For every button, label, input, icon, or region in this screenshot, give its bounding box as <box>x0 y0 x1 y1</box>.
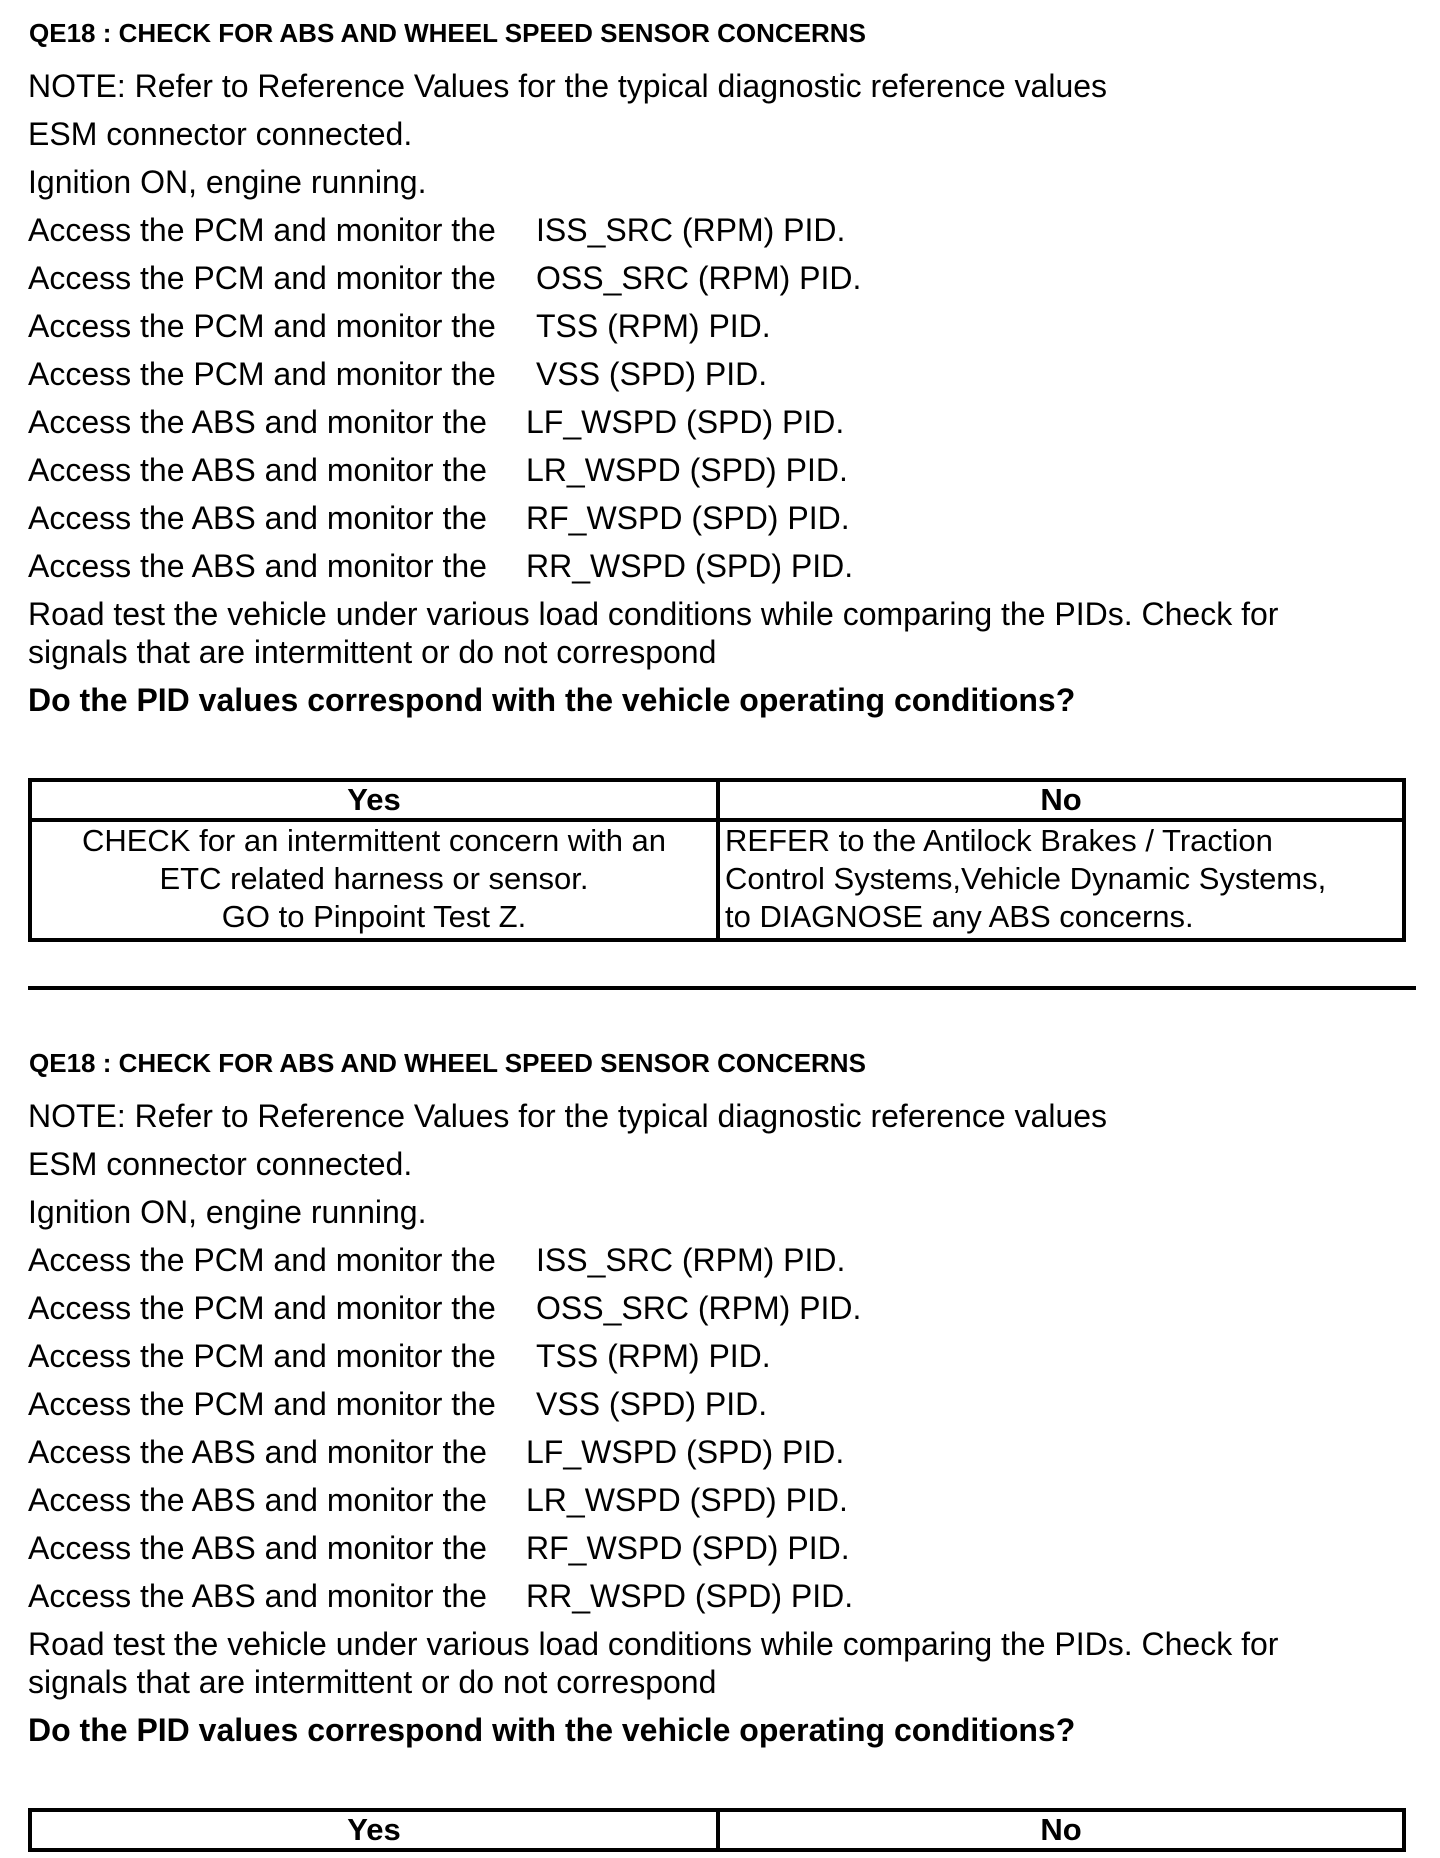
step-prefix: Access the PCM and monitor the <box>28 356 496 392</box>
decision-question: Do the PID values correspond with the vehicle operating conditions? <box>28 1712 1076 1748</box>
yes-action-line: ETC related harness or sensor. <box>159 861 589 896</box>
step-prefix: Access the PCM and monitor the <box>28 1338 496 1374</box>
no-action-line: REFER to the Antilock Brakes / Traction <box>725 823 1273 858</box>
pid-name: VSS (SPD) PID. <box>536 356 768 392</box>
no-action-line: to DIAGNOSE any ABS concerns. <box>725 899 1194 934</box>
pid-name: TSS (RPM) PID. <box>536 1338 771 1374</box>
pid-name: VSS (SPD) PID. <box>536 1386 768 1422</box>
step-abs-rf <box>28 1529 850 1567</box>
step-prefix: Access the PCM and monitor the <box>28 260 496 296</box>
pid-name: RR_WSPD (SPD) PID. <box>526 1578 854 1614</box>
step-abs-lr <box>28 451 848 489</box>
road-test-instructions: Road test the vehicle under various load conditions while comparing the PIDs. Check for signals that are intermittent or do not correspond <box>28 1626 1279 1700</box>
pid-name: OSS_SRC (RPM) PID. <box>536 1290 862 1326</box>
no-action-cell <box>718 820 1404 940</box>
pid-name: ISS_SRC (RPM) PID. <box>536 1242 846 1278</box>
decision-table <box>28 778 1406 942</box>
step-abs-rr <box>28 1577 854 1615</box>
no-header: No <box>718 780 1404 820</box>
pid-name: RR_WSPD (SPD) PID. <box>526 548 854 584</box>
step-pcm-tss <box>28 307 771 345</box>
note-text: NOTE: Refer to Reference Values for the typical diagnostic reference values <box>28 68 1108 104</box>
pid-name: TSS (RPM) PID. <box>536 308 771 344</box>
step-pcm-iss <box>28 211 846 249</box>
yes-action-line: CHECK for an intermittent concern with an <box>81 823 667 858</box>
no-action-line: Control Systems,Vehicle Dynamic Systems, <box>725 861 1327 896</box>
step-esm-connector: ESM connector connected. <box>28 1146 413 1182</box>
step-prefix: Access the PCM and monitor the <box>28 212 496 248</box>
pid-name: LR_WSPD (SPD) PID. <box>526 452 848 488</box>
step-prefix: Access the PCM and monitor the <box>28 1290 496 1326</box>
pid-name: LF_WSPD (SPD) PID. <box>526 404 845 440</box>
step-prefix: Access the ABS and monitor the <box>28 1530 487 1566</box>
pid-name: RF_WSPD (SPD) PID. <box>526 500 850 536</box>
step-ignition: Ignition ON, engine running. <box>28 1194 427 1230</box>
section-divider <box>28 986 1416 990</box>
pinpoint-test-link[interactable]: GO to Pinpoint Test Z. <box>221 899 527 934</box>
step-pcm-vss <box>28 355 768 393</box>
step-pcm-oss <box>28 259 862 297</box>
step-prefix: Access the ABS and monitor the <box>28 404 487 440</box>
step-abs-lr <box>28 1481 848 1519</box>
step-prefix: Access the PCM and monitor the <box>28 1242 496 1278</box>
step-pcm-tss <box>28 1337 771 1375</box>
note-text: NOTE: Refer to Reference Values for the typical diagnostic reference values <box>28 1098 1108 1134</box>
step-prefix: Access the PCM and monitor the <box>28 308 496 344</box>
step-prefix: Access the ABS and monitor the <box>28 548 487 584</box>
decision-question: Do the PID values correspond with the vehicle operating conditions? <box>28 682 1076 718</box>
step-prefix: Access the PCM and monitor the <box>28 1386 496 1422</box>
step-prefix: Access the ABS and monitor the <box>28 1434 487 1470</box>
step-prefix: Access the ABS and monitor the <box>28 1578 487 1614</box>
step-abs-lf <box>28 403 845 441</box>
no-header: No <box>718 1810 1404 1850</box>
pid-name: RF_WSPD (SPD) PID. <box>526 1530 850 1566</box>
step-pcm-vss <box>28 1385 768 1423</box>
step-prefix: Access the ABS and monitor the <box>28 452 487 488</box>
step-prefix: Access the ABS and monitor the <box>28 500 487 536</box>
pid-name: LR_WSPD (SPD) PID. <box>526 1482 848 1518</box>
yes-header: Yes <box>30 780 718 820</box>
step-pcm-oss <box>28 1289 862 1327</box>
decision-table <box>28 1808 1406 1852</box>
road-test-instructions: Road test the vehicle under various load conditions while comparing the PIDs. Check for signals that are intermittent or do not correspond <box>28 596 1279 670</box>
pid-name: LF_WSPD (SPD) PID. <box>526 1434 845 1470</box>
step-ignition: Ignition ON, engine running. <box>28 164 427 200</box>
step-esm-connector: ESM connector connected. <box>28 116 413 152</box>
section-title: QE18 : CHECK FOR ABS AND WHEEL SPEED SENSOR CONCERNS <box>29 18 866 48</box>
yes-header: Yes <box>30 1810 718 1850</box>
step-prefix: Access the ABS and monitor the <box>28 1482 487 1518</box>
step-abs-rf <box>28 499 850 537</box>
pid-name: OSS_SRC (RPM) PID. <box>536 260 862 296</box>
step-abs-lf <box>28 1433 845 1471</box>
step-pcm-iss <box>28 1241 846 1279</box>
step-abs-rr <box>28 547 854 585</box>
section-title: QE18 : CHECK FOR ABS AND WHEEL SPEED SENSOR CONCERNS <box>29 1048 866 1078</box>
pid-name: ISS_SRC (RPM) PID. <box>536 212 846 248</box>
yes-action-cell <box>30 820 718 940</box>
